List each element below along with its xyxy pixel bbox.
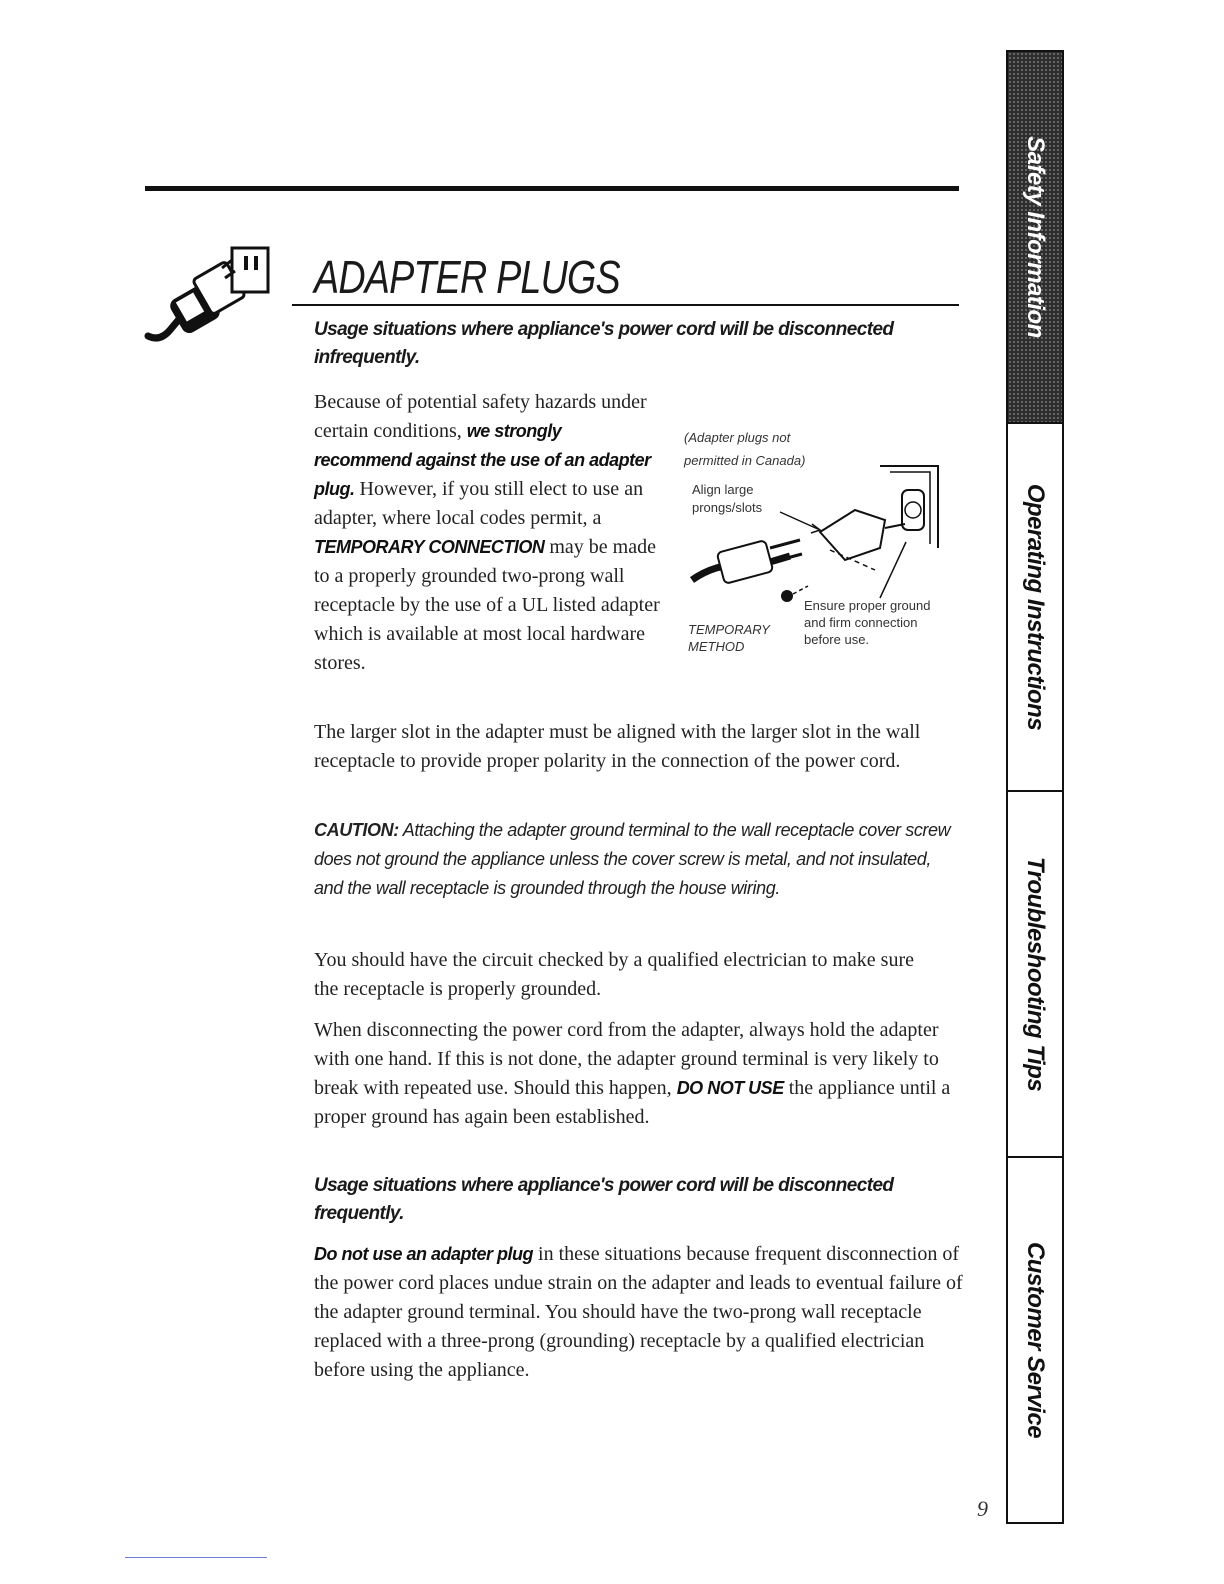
- disconnecting-text-1: When disconnecting the power cord from the adapter, always hold the adapter with one hand. If this is not done, the adapter ground terminal is very likely to break with repeated use. Should this happen,: [314, 1019, 939, 1099]
- circuit-check-paragraph: You should have the circuit checked by a qualified electrician to make sure the receptacle is properly grounded.: [314, 949, 914, 1000]
- section-sidebar: [1006, 50, 1064, 1524]
- intro-paragraph: [314, 388, 660, 678]
- recommend-against-emphasis: we strongly recommend against the use of an adapter plug.: [314, 421, 651, 499]
- canada-note-line-1: (Adapter plugs not: [684, 430, 791, 445]
- do-not-use-adapter-emphasis: Do not use an adapter plug: [314, 1244, 534, 1264]
- frequent-paragraph: [314, 1240, 966, 1385]
- caution-paragraph: [314, 816, 964, 903]
- top-rule: [145, 186, 959, 191]
- tab-label: Operating Instructions: [1022, 483, 1049, 731]
- frequent-heading: Usage situations where appliance's power cord will be disconnected frequently.: [314, 1175, 894, 1224]
- frequent-text: in these situations because frequent disconnection of the power cord places undue strain on the adapter and leads to eventual failure of the adapter ground terminal. You should have the two-prong wall receptacle replaced with a three-prong (grounding) receptacle by a qualified electrician before using the appliance.: [314, 1243, 963, 1381]
- intro-text-1: Because of potential safety hazards under certain conditions,: [314, 391, 647, 442]
- align-label-line-1: Align large: [692, 482, 754, 497]
- method-label-line-2: METHOD: [688, 639, 745, 654]
- caution-lead: CAUTION:: [314, 820, 399, 840]
- align-label-line-2: prongs/slots: [692, 500, 763, 515]
- intro-text-2: However, if you still elect to use an adapter, where local codes permit, a: [314, 478, 644, 529]
- ground-label-line-2: and firm connection: [804, 615, 918, 630]
- alignment-paragraph: The larger slot in the adapter must be aligned with the larger slot in the wall receptacle to provide proper polarity in the connection of the power cord.: [314, 721, 921, 772]
- tab-customer-service[interactable]: [1008, 1158, 1062, 1522]
- ground-label-line-3: before use.: [804, 632, 870, 647]
- tab-operating-instructions[interactable]: [1008, 424, 1062, 790]
- intro-text-3: may be made to a properly grounded two-prong wall receptacle by the use of a UL listed adapter which is available at most local hardware stores.: [314, 536, 660, 674]
- ground-label-line-1: Ensure proper ground: [804, 598, 931, 613]
- page-title: ADAPTER PLUGS: [314, 251, 620, 303]
- tab-label: Troubleshooting Tips: [1022, 856, 1049, 1092]
- tab-label: Safety Information: [1022, 136, 1049, 338]
- canada-note-line-2: permitted in Canada): [684, 453, 806, 468]
- caution-text: Attaching the adapter ground terminal to the wall receptacle cover screw does not ground the appliance unless the cover screw is metal, and not insulated, and the wall receptacle is grounded through the house wiring.: [314, 820, 951, 898]
- do-not-use-emphasis: DO NOT USE: [676, 1078, 784, 1098]
- tab-safety-information[interactable]: [1008, 52, 1062, 422]
- tab-troubleshooting-tips[interactable]: [1008, 792, 1062, 1156]
- temporary-connection-emphasis: TEMPORARY CONNECTION: [314, 537, 545, 557]
- disconnecting-paragraph: [314, 1016, 966, 1132]
- title-rule: [292, 304, 959, 306]
- adapter-figure: [680, 420, 970, 670]
- footer-rule: [125, 1557, 267, 1558]
- infrequent-heading: Usage situations where appliance's power cord will be disconnected infrequently.: [314, 319, 894, 368]
- disconnecting-text-2: the appliance until a proper ground has again been established.: [314, 1077, 951, 1128]
- page-number: 9: [977, 1496, 988, 1521]
- adapter-plug-icon: [140, 238, 278, 346]
- tab-label: Customer Service: [1022, 1241, 1049, 1439]
- method-label-line-1: TEMPORARY: [688, 622, 770, 637]
